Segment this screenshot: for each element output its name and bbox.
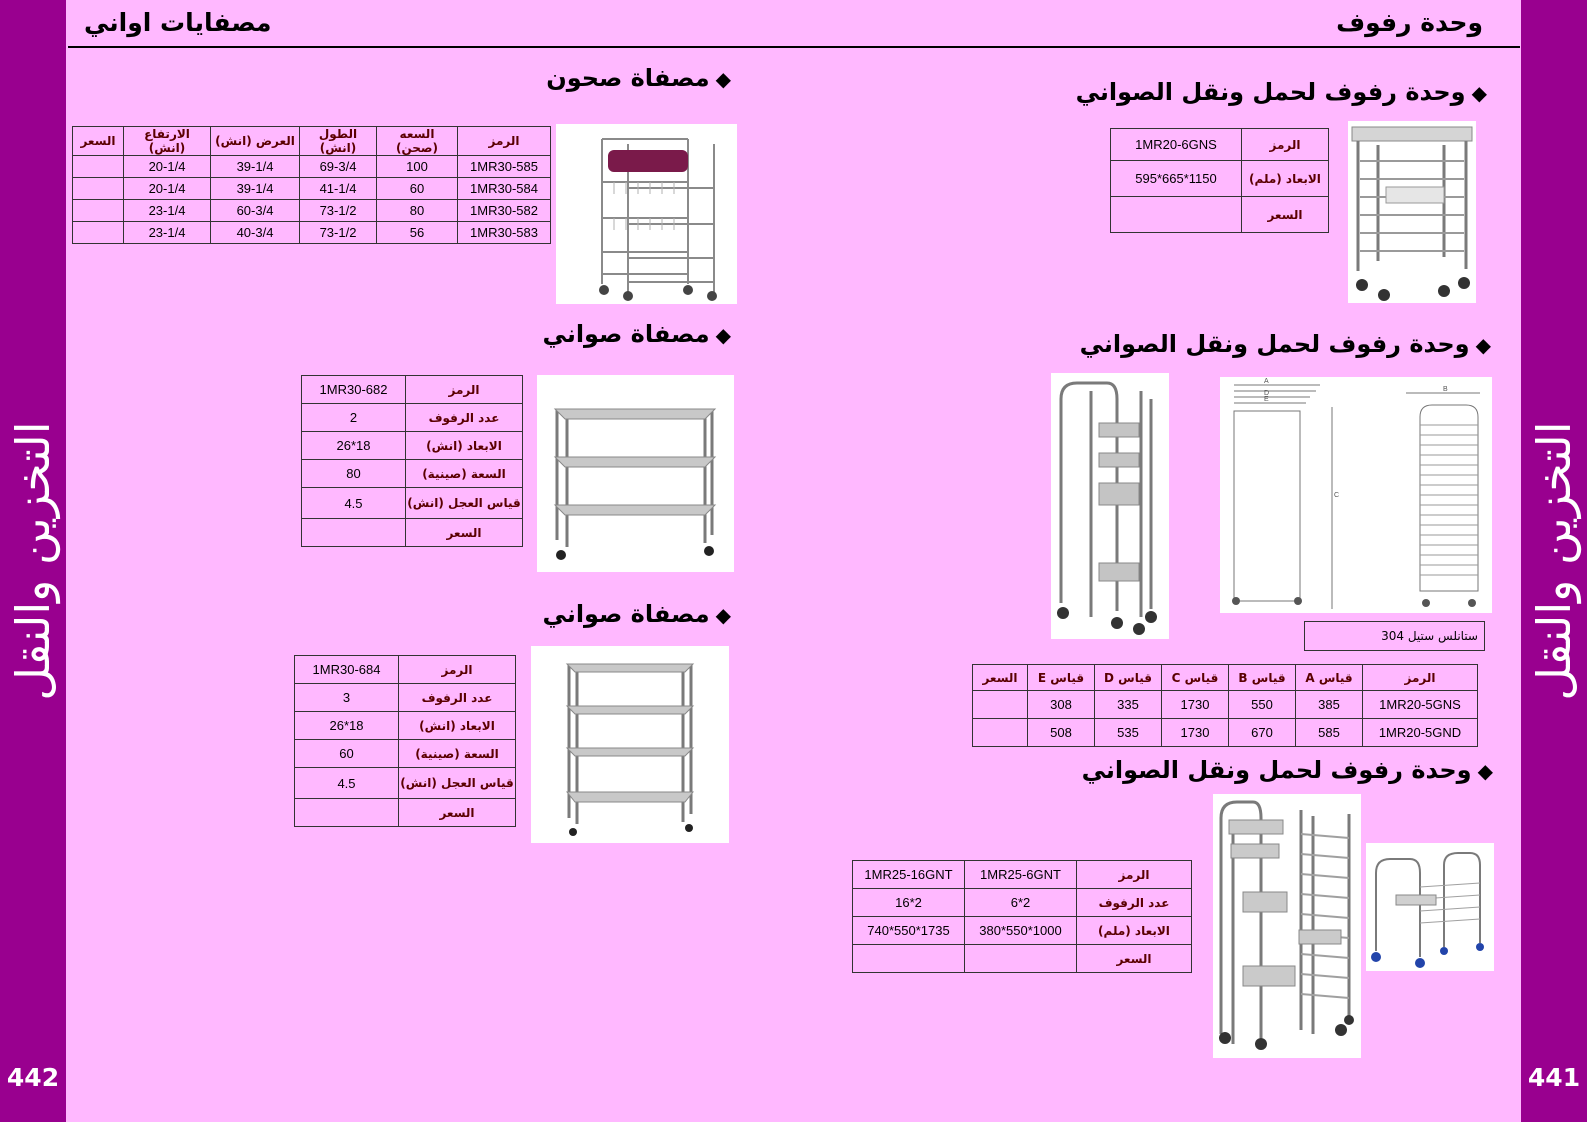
table-cell: 385: [1296, 691, 1363, 719]
drawing-label-d: D: [1264, 390, 1270, 397]
table-cell: 26*18: [302, 432, 406, 460]
right-page-number: 441: [1527, 1063, 1581, 1092]
table-row: [853, 917, 1192, 945]
table-header: قياس E: [1028, 665, 1095, 691]
table-header: العرض (انش): [211, 127, 300, 156]
table-cell: 2: [302, 404, 406, 432]
diamond-bullet-icon: ◆: [715, 67, 731, 91]
table-header: السعه (صحن): [377, 127, 458, 156]
table-cell: 1MR25-6GNT: [965, 861, 1077, 889]
table-row: [853, 861, 1192, 889]
table-cell: 20-1/4: [124, 156, 211, 178]
tray-unit-low-image: [1348, 121, 1476, 303]
table-label: قياس العجل (انش): [406, 488, 523, 519]
table-row: [295, 799, 516, 827]
table-header: الرمز: [458, 127, 551, 156]
table-cell: [853, 945, 965, 973]
table-label: السعر: [1242, 197, 1329, 233]
table-row: [302, 460, 523, 488]
table-row: [1111, 197, 1329, 233]
table-row: [973, 691, 1478, 719]
tray-rack-table-2: [294, 655, 516, 827]
table-cell: 1MR30-584: [458, 178, 551, 200]
table-label: الرمز: [406, 376, 523, 404]
table-row: [295, 712, 516, 740]
table-label: السعر: [399, 799, 516, 827]
table-cell: 60: [377, 178, 458, 200]
diamond-bullet-icon: ◆: [1477, 759, 1493, 783]
material-note: ستانلس ستيل 304: [1304, 621, 1485, 651]
table-cell: 585: [1296, 719, 1363, 747]
table-cell: 4.5: [302, 488, 406, 519]
table-cell: 1MR30-585: [458, 156, 551, 178]
table-header: قياس A: [1296, 665, 1363, 691]
table-cell: 595*665*1150: [1111, 161, 1242, 197]
diamond-bullet-icon: ◆: [715, 323, 731, 347]
table-header: السعر: [73, 127, 124, 156]
table-header: الرمز: [1363, 665, 1478, 691]
left-page-number: 442: [6, 1063, 60, 1092]
table-header: الطول (انش): [300, 127, 377, 156]
table-cell: 1MR30-684: [295, 656, 399, 684]
table-cell: 56: [377, 222, 458, 244]
table-cell: 23-1/4: [124, 200, 211, 222]
table-label: الابعاد (ملم): [1242, 161, 1329, 197]
table-row: [295, 656, 516, 684]
table-cell: [73, 156, 124, 178]
table-cell: 80: [302, 460, 406, 488]
table-label: السعر: [1077, 945, 1192, 973]
table-label: السعة (صينية): [406, 460, 523, 488]
section-title-plate-rack: ◆مصفاة صحون: [546, 64, 731, 92]
table-cell: 23-1/4: [124, 222, 211, 244]
table-cell: 4.5: [295, 768, 399, 799]
right-page-title: وحدة رفوف: [1336, 8, 1483, 37]
tray-rack-2-shelf-image: [537, 375, 734, 572]
section-title-tray-unit-3: ◆وحدة رفوف لحمل ونقل الصواني: [1081, 756, 1493, 784]
table-cell: 380*550*1000: [965, 917, 1077, 945]
table-row: [302, 519, 523, 547]
table-cell: 60: [295, 740, 399, 768]
table-cell: 535: [1095, 719, 1162, 747]
table-row: [302, 376, 523, 404]
small-tray-trolley-image: [1366, 843, 1494, 971]
table-label: السعر: [406, 519, 523, 547]
table-cell: 41-1/4: [300, 178, 377, 200]
table-label: عدد الرفوف: [406, 404, 523, 432]
drawing-label-b: B: [1443, 386, 1448, 393]
table-label: الرمز: [1077, 861, 1192, 889]
table-cell: 1730: [1162, 691, 1229, 719]
section-title-tray-unit-2: ◆وحدة رفوف لحمل ونقل الصواني: [1079, 330, 1491, 358]
table-row: [302, 488, 523, 519]
technical-drawing: [1220, 377, 1492, 613]
table-label: الابعاد (انش): [406, 432, 523, 460]
drawing-label-e: E: [1264, 396, 1269, 403]
table-label: الابعاد (ملم): [1077, 917, 1192, 945]
table-cell: 740*550*1735: [853, 917, 965, 945]
table-cell: 508: [1028, 719, 1095, 747]
table-cell: 26*18: [295, 712, 399, 740]
table-label: الابعاد (انش): [399, 712, 516, 740]
table-row: [73, 200, 551, 222]
table-row: [853, 889, 1192, 917]
tray-rack-table-1: [301, 375, 523, 547]
table-cell: 73-1/2: [300, 200, 377, 222]
left-sidebar-text: التخزين والنقل: [6, 421, 60, 701]
table-cell: 550: [1229, 691, 1296, 719]
section-title-tray-rack-1: ◆مصفاة صواني: [542, 320, 731, 348]
table-label: الرمز: [399, 656, 516, 684]
table-cell: 670: [1229, 719, 1296, 747]
plate-rack-image: [556, 124, 737, 304]
section-title-tray-unit-1: ◆وحدة رفوف لحمل ونقل الصواني: [1075, 78, 1487, 106]
table-cell: [973, 691, 1028, 719]
tray-trolley-image: [1051, 373, 1169, 639]
table-cell: 1MR20-5GND: [1363, 719, 1478, 747]
table-cell: [73, 222, 124, 244]
table-label: السعة (صينية): [399, 740, 516, 768]
table-cell: 40-3/4: [211, 222, 300, 244]
table-label: عدد الرفوف: [399, 684, 516, 712]
tray-unit-table-1: [1110, 128, 1329, 233]
table-cell: [73, 178, 124, 200]
table-row: [295, 740, 516, 768]
table-row: [853, 945, 1192, 973]
table-cell: 16*2: [853, 889, 965, 917]
table-header: السعر: [973, 665, 1028, 691]
table-row: [302, 432, 523, 460]
tray-rack-3-shelf-image: [531, 646, 729, 843]
table-label: قياس العجل (انش): [399, 768, 516, 799]
tray-unit-table-3: [852, 860, 1192, 973]
table-cell: 60-3/4: [211, 200, 300, 222]
drawing-label-c: C: [1334, 492, 1340, 499]
table-cell: 1MR25-16GNT: [853, 861, 965, 889]
table-row: [1111, 129, 1329, 161]
drawing-label-a: A: [1264, 378, 1269, 385]
table-row: [73, 156, 551, 178]
table-cell: 6*2: [965, 889, 1077, 917]
table-cell: 39-1/4: [211, 156, 300, 178]
table-cell: 335: [1095, 691, 1162, 719]
table-cell: [973, 719, 1028, 747]
tray-unit-table-2: [972, 664, 1478, 747]
table-row: [295, 684, 516, 712]
plate-rack-table: [72, 126, 551, 244]
right-sidebar: [1521, 0, 1587, 1122]
table-cell: 69-3/4: [300, 156, 377, 178]
diamond-bullet-icon: ◆: [1475, 333, 1491, 357]
table-cell: 39-1/4: [211, 178, 300, 200]
table-cell: 1730: [1162, 719, 1229, 747]
table-row: [73, 178, 551, 200]
table-cell: [73, 200, 124, 222]
table-row: [73, 222, 551, 244]
table-row: [302, 404, 523, 432]
diamond-bullet-icon: ◆: [715, 603, 731, 627]
table-header: قياس D: [1095, 665, 1162, 691]
table-cell: 73-1/2: [300, 222, 377, 244]
table-cell: 100: [377, 156, 458, 178]
table-row: [973, 719, 1478, 747]
table-cell: [302, 519, 406, 547]
table-row: [295, 768, 516, 799]
diamond-bullet-icon: ◆: [1471, 81, 1487, 105]
table-label: الرمز: [1242, 129, 1329, 161]
section-title-tray-rack-2: ◆مصفاة صواني: [542, 600, 731, 628]
table-cell: 1MR20-5GNS: [1363, 691, 1478, 719]
table-cell: 308: [1028, 691, 1095, 719]
header-divider: [68, 46, 1520, 48]
table-cell: 3: [295, 684, 399, 712]
table-cell: 1MR30-583: [458, 222, 551, 244]
table-label: عدد الرفوف: [1077, 889, 1192, 917]
table-cell: 1MR20-6GNS: [1111, 129, 1242, 161]
table-cell: 80: [377, 200, 458, 222]
table-row: [1111, 161, 1329, 197]
table-cell: [965, 945, 1077, 973]
table-cell: 1MR30-582: [458, 200, 551, 222]
table-header: الارتفاع (انش): [124, 127, 211, 156]
right-sidebar-text: التخزين والنقل: [1527, 421, 1581, 701]
table-header: قياس C: [1162, 665, 1229, 691]
table-cell: [1111, 197, 1242, 233]
double-tray-trolley-image: [1213, 794, 1361, 1058]
left-sidebar: [0, 0, 66, 1122]
table-header: قياس B: [1229, 665, 1296, 691]
table-cell: [295, 799, 399, 827]
left-page-title: مصفايات اواني: [84, 8, 272, 37]
table-cell: 1MR30-682: [302, 376, 406, 404]
table-cell: 20-1/4: [124, 178, 211, 200]
